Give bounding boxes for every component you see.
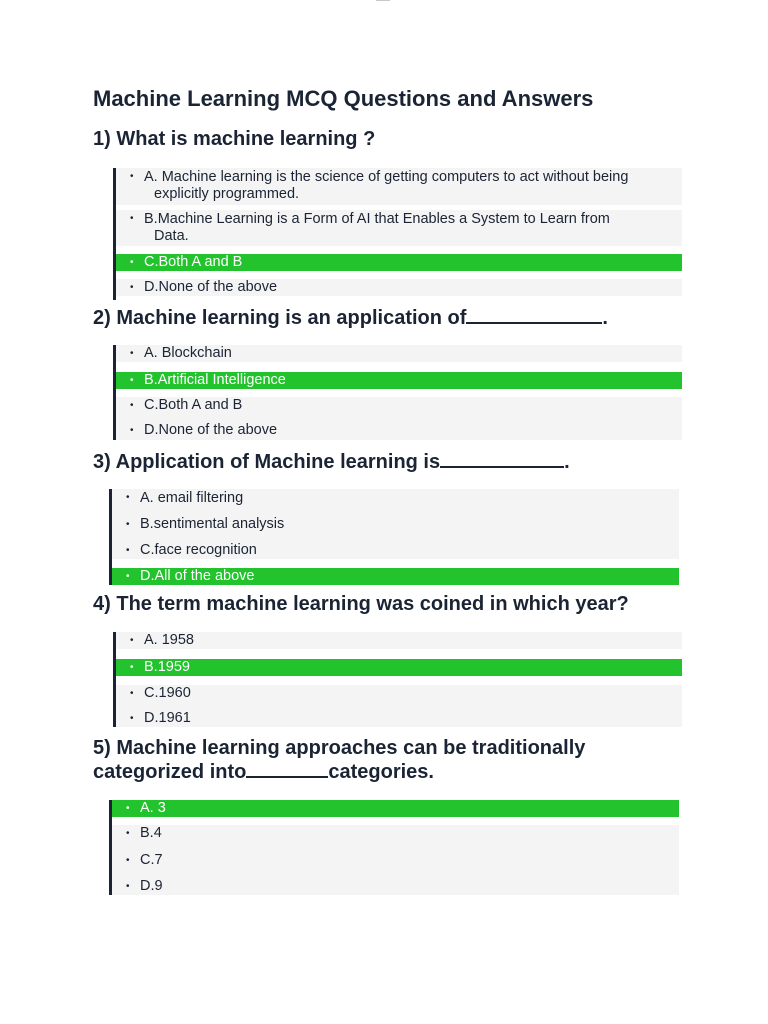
- fill-in-blank: [440, 450, 564, 468]
- option-c[interactable]: [116, 397, 682, 440]
- option-label[interactable]: C.face recognition: [140, 542, 257, 558]
- question-2-heading: [93, 306, 683, 330]
- option-d-correct[interactable]: [112, 568, 679, 585]
- bullet-icon: •: [126, 545, 130, 556]
- bullet-icon: •: [130, 348, 134, 359]
- question-number: 3): [93, 451, 111, 473]
- option-label: A. email filtering: [140, 490, 244, 506]
- bullet-icon: •: [130, 257, 134, 268]
- option-label: D.All of the above: [140, 568, 255, 584]
- option-label[interactable]: D.1961: [144, 710, 191, 726]
- question-text-continued: categorized into: [93, 761, 247, 783]
- bullet-icon: •: [130, 662, 134, 673]
- option-label: B.Machine Learning is a Form of AI that Enables a System to Learn from: [144, 211, 610, 227]
- option-b-correct[interactable]: [116, 372, 682, 389]
- fill-in-blank: [246, 760, 328, 778]
- bullet-icon: •: [130, 213, 134, 224]
- question-1-heading: [93, 128, 683, 151]
- question-2-options: [113, 345, 682, 440]
- option-label: C.Both A and B: [144, 397, 243, 413]
- option-label: B.Artificial Intelligence: [144, 372, 286, 388]
- bullet-icon: •: [130, 635, 134, 646]
- option-a-correct[interactable]: [112, 800, 679, 817]
- question-5-heading: [93, 737, 683, 784]
- question-text: What is machine learning ?: [116, 128, 376, 150]
- option-label: A. Machine learning is the science of getting computers to act without being: [144, 169, 629, 185]
- option-label: A. 1958: [144, 632, 194, 648]
- question-suffix: .: [564, 451, 570, 473]
- option-label: C.Both A and B: [144, 254, 243, 270]
- question-5-options: [109, 800, 679, 895]
- bullet-icon: •: [126, 855, 130, 866]
- option-label-continued: explicitly programmed.: [154, 186, 300, 202]
- bullet-icon: •: [126, 828, 130, 839]
- option-a[interactable]: [116, 345, 682, 362]
- question-4-heading: [93, 593, 683, 616]
- question-1-options: [113, 168, 682, 300]
- option-label-continued: Data.: [154, 228, 189, 244]
- question-number: 2): [93, 307, 111, 329]
- question-text: Machine learning approaches can be traditionally: [116, 737, 586, 759]
- bullet-icon: •: [126, 519, 130, 530]
- option-label: A. 3: [140, 800, 166, 816]
- bullet-icon: •: [130, 425, 134, 436]
- question-suffix: categories.: [328, 761, 434, 783]
- bullet-icon: •: [130, 713, 134, 724]
- option-a[interactable]: [116, 632, 682, 649]
- option-label: B.4: [140, 825, 162, 841]
- option-label[interactable]: D.None of the above: [144, 422, 278, 438]
- question-text: The term machine learning was coined in which year?: [116, 593, 629, 615]
- question-3-heading: [93, 450, 683, 474]
- question-suffix: .: [602, 307, 608, 329]
- bullet-icon: •: [130, 688, 134, 699]
- option-label: D.None of the above: [144, 279, 278, 295]
- question-number: 5): [93, 737, 111, 759]
- option-b-correct[interactable]: [116, 659, 682, 676]
- option-label: C.1960: [144, 685, 191, 701]
- bullet-icon: •: [126, 803, 130, 814]
- bullet-icon: •: [126, 492, 130, 503]
- question-3-options: [109, 489, 679, 585]
- question-text: Machine learning is an application of: [116, 307, 467, 329]
- bullet-icon: •: [130, 282, 134, 293]
- bullet-icon: •: [130, 171, 134, 182]
- top-page-mark: [376, 0, 390, 1]
- bullet-icon: •: [130, 375, 134, 386]
- option-a[interactable]: [112, 489, 679, 559]
- option-b[interactable]: [116, 210, 682, 246]
- option-label: A. Blockchain: [144, 345, 232, 361]
- option-c-correct[interactable]: [116, 254, 682, 271]
- question-text: Application of Machine learning is: [115, 451, 441, 473]
- question-4-options: [113, 632, 682, 727]
- option-d[interactable]: [116, 279, 682, 296]
- option-label[interactable]: B.sentimental analysis: [140, 516, 285, 532]
- option-label[interactable]: C.7: [140, 852, 163, 868]
- option-label: B.1959: [144, 659, 190, 675]
- option-a[interactable]: [116, 168, 682, 205]
- option-c[interactable]: [116, 685, 682, 727]
- fill-in-blank: [466, 306, 602, 324]
- question-number: 1): [93, 128, 111, 150]
- option-label[interactable]: D.9: [140, 878, 163, 894]
- option-b[interactable]: [112, 825, 679, 895]
- bullet-icon: •: [130, 400, 134, 411]
- question-number: 4): [93, 593, 111, 615]
- bullet-icon: •: [126, 571, 130, 582]
- bullet-icon: •: [126, 881, 130, 892]
- page-title: Machine Learning MCQ Questions and Answers: [93, 86, 594, 111]
